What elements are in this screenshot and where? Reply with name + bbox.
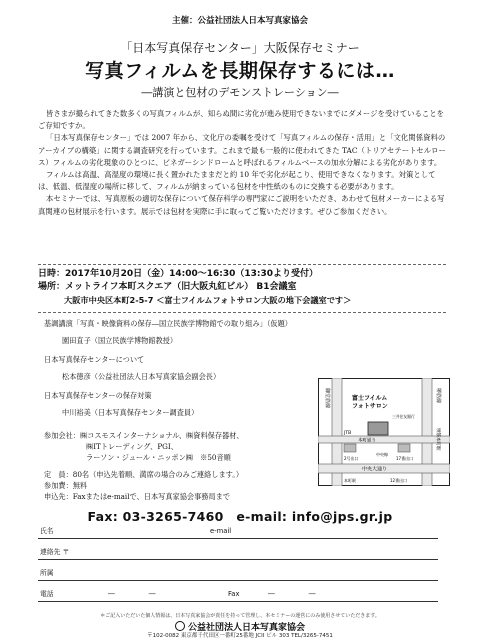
map-building-fujifilm (368, 422, 388, 435)
form-label-fax: Fax (228, 590, 240, 598)
form-label-email: e-mail (210, 527, 232, 535)
map-building (344, 444, 356, 452)
jps-logo-icon (175, 621, 185, 631)
form-phone-dash: ― ― (108, 590, 156, 598)
about-speaker: 松本徳彦（公益社団法人日本写真家協会副会長） (62, 372, 221, 381)
divider (38, 264, 446, 265)
map-label-chuo: 中央大通り (362, 466, 388, 473)
program (44, 318, 344, 502)
keynote-speaker: 園田直子（国立民族学博物館教授） (62, 336, 178, 345)
form-label-name: 氏名 (40, 527, 54, 535)
host-line: 主催：公益社団法人日本写真家協会 (171, 16, 308, 26)
map-label-sakaisuji: 堺筋線 (435, 388, 441, 404)
keynote-title: 基調講演「写真・映像資料の保存―国立民族学博物館での取り組み」（仮題） (44, 319, 292, 328)
map-label-jtb: JTB (344, 431, 352, 436)
tagline: ―講演と包材のデモンストレーション― (141, 86, 339, 99)
companies-line2: ㈱ITトレーディング、PGI、 (86, 442, 178, 451)
form-label-address: 連絡先 〒 (40, 548, 70, 556)
fee: 参加費：無料 (44, 481, 88, 490)
map-label-exit: 2号出口 (344, 456, 359, 461)
form-row-phone[interactable] (38, 583, 438, 602)
measures-title: 日本写真保存センターの保存対策 (44, 391, 152, 400)
seminar-subtitle: 「日本写真保存センター」大阪保存セミナー (120, 41, 360, 55)
companies-line3: ラーソン・ジュール・ニッポン㈱ ※50音順 (86, 453, 231, 462)
access-map (318, 378, 450, 486)
contact-fax-email: Fax: 03-3265-7460 e-mail: info@jps.gr.jp (87, 509, 393, 524)
map-building (398, 444, 410, 452)
event-address: 大阪市中央区本町2-5-7 ＜富士フイルムフォトサロン大阪の地下会議室です＞ (64, 295, 352, 305)
event-place: 場所：メットライフ本町スクエア（旧大阪丸紅ビル） B1会議室 (38, 282, 297, 292)
intro-paragraph-1: 皆さまが撮られてきた数多くの写真フィルムが、知らぬ間に劣化が進み使用できないまでにダメージを受けていることをご存知ですか。 (38, 109, 445, 131)
form-row-name[interactable] (38, 520, 438, 539)
map-label-fuji2: フォトサロン (352, 403, 388, 410)
form-row-address[interactable] (38, 541, 438, 560)
footer-org: 公益社団法人日本写真家協会 (0, 620, 480, 633)
privacy-note: ＊ご記入いただいた個人情報は、日本写真家協会が責任を持って管理し、本セミナーの運営にのみ使用させていただきます。 (100, 613, 380, 619)
measures-speaker: 中川裕美（日本写真保存センター調査員） (62, 408, 199, 417)
form-label-phone: 電話 (40, 590, 54, 598)
map-label-chuo-st: 中央線 (376, 452, 388, 457)
map-label-sakaisuji-st: 堺筋本町駅 (435, 428, 440, 451)
apply-to: 申込先：Faxまたはe-mailで、日本写真家協会事務局まで (44, 492, 231, 501)
footer-address: 〒102-0082 東京都千代田区一番町25番地 JCII ビル 303 TEL/3265-7451 (147, 633, 333, 639)
map-label-exit12: 12番出口 (390, 478, 408, 483)
intro-text (38, 108, 446, 218)
form-row-affiliation[interactable] (38, 562, 438, 581)
map-label-exit17: 17番出口 (396, 456, 414, 461)
event-date: 日時：2017年10月20日（金）14:00～16:30（13:30より受付） (38, 269, 319, 279)
companies: 参加会社：㈱コスモスインターナショナル、㈱資料保存器材、 (44, 431, 244, 440)
intro-paragraph-2: 「日本写真保存センター」では 2007 年から、文化庁の委嘱を受けて「写真フィルムの保存・活用」と「文化関係資料のアーカイブの構築」に関する調査研究を行っています。これまで最も一般的に使われてきた TAC（トリアセテートセルロース）フィルムの劣化現象のひとつに、ビネガーシンドロームと呼ばれるフィルムベースの加水分解による劣化があります。 (38, 133, 446, 167)
about-title: 日本写真保存センターについて (44, 355, 145, 364)
map-label-fuji1: 富士フイルム (352, 395, 388, 402)
map-label-bank: 三井住友銀行 (392, 414, 415, 419)
event-info (38, 268, 458, 307)
divider (38, 312, 446, 313)
form-label-affiliation: 所属 (40, 569, 54, 577)
map-label-midosuji: 御堂筋線 (324, 388, 330, 409)
form-fax-dash: ― ― (268, 590, 316, 598)
page-title: 写真フィルムを長期保存するには… (85, 60, 395, 82)
intro-paragraph-3: フィルムは高温、高湿度の環境に長く置かれたままだと約 10 年で劣化が起こり、使用できなくなります。対策としては、低温、低湿度の場所に移して、フィルムが納まっている包材を中性紙のものに交換する必要があります。 (38, 170, 436, 192)
capacity: 定 員：80名（申込先着順、満席の場合のみご連絡します。） (44, 470, 244, 479)
map-label-hommachi: 本町通り (358, 438, 376, 444)
map-label-hommachi-st: 本町駅 (344, 478, 356, 483)
map-street-hommachi (318, 436, 450, 443)
intro-paragraph-4: 本セミナーでは、写真原板の適切な保存について保存科学の専門家にご説明をいただき、あわせて包材メーカーによる写真関連の包材展示を行います。展示では包材を実際に手に取ってご覧いただけます。ぜひご参加ください。 (38, 194, 445, 216)
